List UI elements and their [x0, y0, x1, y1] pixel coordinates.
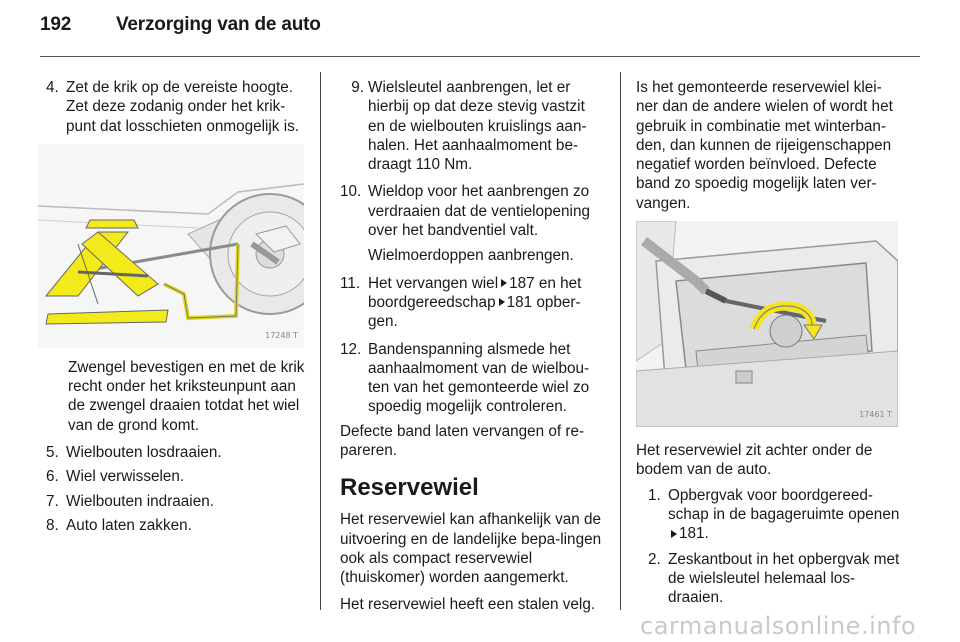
step-8	[46, 516, 308, 535]
page-ref-arrow-icon	[671, 530, 677, 538]
figure-trunk	[636, 221, 898, 427]
step-number: 10.	[340, 183, 362, 201]
column-divider-2	[620, 72, 621, 610]
step-11-text-c: opber-gen.	[368, 293, 581, 331]
page-ref-187: 187	[509, 274, 535, 292]
step-number: 11.	[340, 274, 361, 292]
page-title: Verzorging van de auto	[116, 14, 321, 35]
spare-step-1	[648, 486, 902, 544]
column-divider-1	[320, 72, 321, 610]
step-9	[340, 78, 606, 174]
step-11-text-a: Het vervangen wiel	[368, 274, 499, 292]
figure-code: 17248 T	[265, 330, 298, 340]
trunk-illustration	[636, 221, 898, 427]
figure-jack	[38, 144, 304, 348]
step-text: Zet de krik op de vereiste hoogte. Zet deze zodanig onder het krik-punt dat losschieten onmogelijk is.	[66, 79, 299, 135]
step-text: Wielbouten losdraaien.	[66, 444, 222, 462]
defect-note: Defecte band laten vervangen of re-pareren.	[340, 422, 585, 460]
page-number: 192	[40, 14, 72, 35]
watermark: carmanualsonline.info	[640, 612, 917, 640]
page-header	[40, 14, 321, 36]
step-4-extra: Zwengel bevestigen en met de krik recht onder het kriksteunpunt aan de zwengel draaien totdat het wiel van de grond komt.	[68, 358, 305, 434]
step-11	[340, 274, 606, 332]
step-12	[340, 340, 606, 417]
step-text: Wiel verwisselen.	[66, 468, 185, 486]
step-10-extra: Wielmoerdoppen aanbrengen.	[368, 247, 574, 265]
step-6	[46, 467, 308, 486]
step-number: 9.	[351, 79, 364, 96]
step-number: 2.	[648, 550, 661, 568]
step-text: Wielbouten indraaien.	[66, 492, 214, 510]
step-text	[668, 486, 902, 544]
step-text: Wieldop voor het aanbrengen zo verdraaien dat de ventielopening over het bandventiel valt.	[368, 183, 590, 240]
page-ref-181: 181	[506, 293, 533, 311]
step-5	[46, 443, 308, 462]
step-number: 5.	[46, 444, 59, 462]
step-11-text-b: en het boordgereedschap	[368, 274, 582, 311]
page-ref-arrow-icon	[499, 298, 505, 306]
step-number: 7.	[46, 492, 59, 510]
step-number: 8.	[46, 516, 59, 534]
paragraph: Het reservewiel heeft een stalen velg.	[340, 595, 596, 613]
step-10	[340, 182, 606, 240]
paragraph: Het reservewiel zit achter onder de bodem van de auto.	[636, 442, 873, 479]
step-text: Bandenspanning alsmede het aanhaalmoment van de wielbou-ten van het gemonteerde wiel zo spoedig mogelijk controleren.	[368, 340, 590, 416]
step-number: 12.	[340, 340, 362, 358]
step-text: Auto laten zakken.	[66, 516, 192, 534]
column-3	[636, 78, 902, 615]
column-2	[340, 78, 606, 614]
jack-illustration	[38, 144, 304, 348]
page-ref-181: 181.	[679, 525, 709, 543]
step-7	[46, 492, 308, 511]
step-4	[46, 78, 308, 136]
spare-step-1-text: Opbergvak voor boordgereed-schap in de bagageruimte openen	[668, 486, 900, 523]
paragraph: Is het gemonteerde reservewiel klei-ner dan de andere wielen of wordt het gebruik in combinatie met winterban-den, dan kunnen de rijeigenschappen negatief worden beïnvloed. Defecte band zo spoedig mogelijk laten ver-vangen.	[636, 79, 893, 212]
header-rule	[40, 56, 920, 57]
step-number: 4.	[46, 79, 59, 96]
spare-step-2	[648, 550, 902, 608]
section-heading: Reservewiel	[340, 474, 479, 502]
page-ref-arrow-icon	[501, 279, 507, 287]
step-number: 6.	[46, 468, 59, 486]
step-text: Wielsleutel aanbrengen, let er hierbij op dat deze stevig vastzit en de wielbouten kruislings aan-halen. Het aanhaalmoment be-draagt 110 Nm.	[368, 79, 587, 174]
figure-code: 17461 T	[859, 409, 892, 419]
step-text: Zeskantbout in het opbergvak met de wielsleutel helemaal los-draaien.	[668, 550, 900, 607]
paragraph: Het reservewiel kan afhankelijk van de uitvoering en de landelijke bepa-lingen ook als compact reservewiel (thuiskomer) worden aangemerkt.	[340, 511, 602, 587]
column-1	[46, 78, 308, 543]
step-text	[368, 274, 606, 332]
step-number: 1.	[648, 486, 661, 504]
